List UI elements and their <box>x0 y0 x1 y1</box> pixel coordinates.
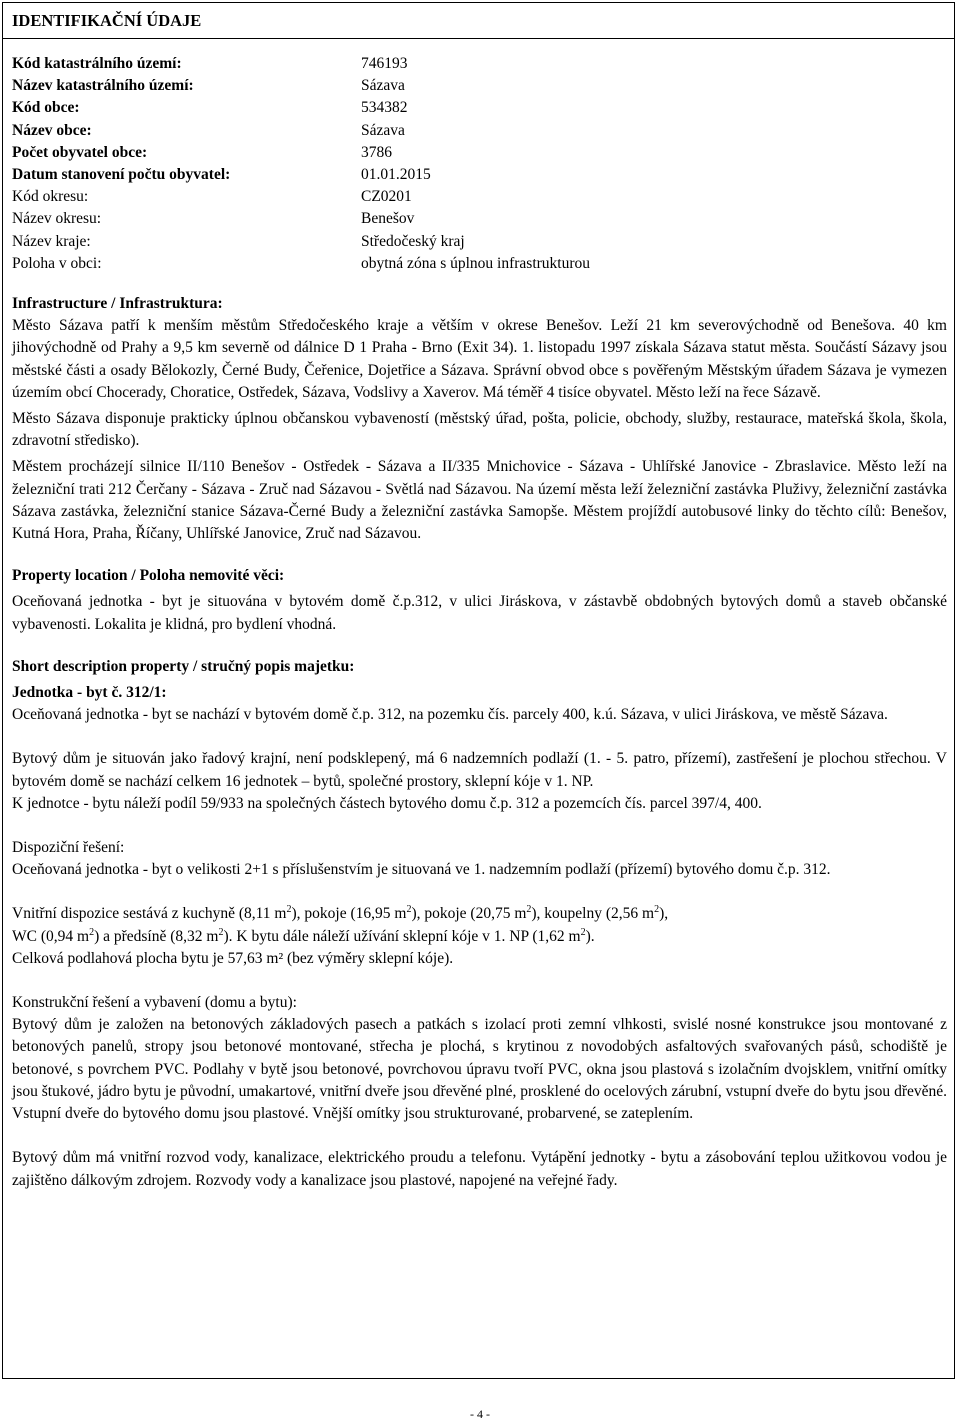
id-value: obytná zóna s úplnou infrastrukturou <box>361 254 591 272</box>
superscript: 2 <box>406 904 412 916</box>
building-paragraph: Bytový dům je situován jako řadový krajní, není podsklepený, má 6 nadzemních podlaží (1. - 5. patro, přízemí), zastřešení je plochou střechou. V bytovém domě se nachází celkem 16 jednotek – bytů, společné prostory, sklepní kóje v 1. NP. <box>12 750 947 790</box>
id-label: Datum stanovení počtu obyvatel: <box>12 165 231 183</box>
construction-heading: Konstrukční řešení a vybavení (domu a bytu): <box>12 994 297 1012</box>
superscript: 2 <box>654 904 660 916</box>
id-label: Kód obce: <box>12 99 80 117</box>
rooms-text: ). K bytu dále náleží užívání sklepní kóje v 1. NP (1,62 m <box>223 927 581 945</box>
unit-paragraph: Oceňovaná jednotka - byt se nachází v bytovém domě č.p. 312, na pozemku čís. parcely 400, k.ú. Sázava, v ulici Jiráskova, ve městě Sázava. <box>12 706 888 724</box>
construction-paragraph: Bytový dům je založen na betonových základových pasech a patkách s izolací proti zemní vlhkosti, svislé nosné konstrukce jsou montované z betonových panelů, stropy jsou betonové montované, střecha je plochá, s krytinou z novodobých asfaltových svařovaných pásů, schodiště je betonové, s povrchem PVC. Podlahy v bytě jsou betonové, povrchovou úpravu tvoří PVC, okna jsou plastová s izolačním dvojsklem, vnitřní omítky jsou štukové, jádro bytu je původní, umakartové, vnitřní dveře jsou dřevěné plné, prosklené do ocelových zárubní, vstupní dveře do bytu jsou dřevěné. Vstupní dveře do bytového domu jsou plastové. Vnější omítky jsou strukturované, probarvené, se zateplením. <box>12 1016 947 1123</box>
id-value: 01.01.2015 <box>361 165 431 183</box>
total-area-paragraph: Celková podlahová plocha bytu je 57,63 m² (bez výměry sklepní kóje). <box>12 949 454 967</box>
layout-paragraph: Oceňovaná jednotka - byt o velikosti 2+1 s příslušenstvím je situovaná ve 1. nadzemním podlaží (přízemí) bytového domu č.p. 312. <box>12 861 831 879</box>
share-paragraph: K jednotce - bytu náleží podíl 59/933 na společných částech bytového domu č.p. 312 a pozemcích čís. parcel 397/4, 400. <box>12 794 762 812</box>
short-description-heading: Short description property / stručný popis majetku: <box>12 657 355 675</box>
property-location-paragraph: Oceňovaná jednotka - byt je situována v bytovém domě č.p.312, v ulici Jiráskova, v zástavbě obdobných bytových domů a staveb občanské vybavenosti. Lokalita je klidná, pro bydlení vhodná. <box>12 593 947 633</box>
id-value: Středočeský kraj <box>361 232 465 250</box>
transport-paragraph: Městem procházejí silnice II/110 Benešov - Ostředek - Sázava a II/335 Mnichovice - Sázava - Uhlířské Janovice - Zbraslavice. Město leží na železniční trati 212 Čerčany - Sázava - Zruč nad Sázavou - Světlá nad Sázavou. Na území města leží železniční zastávka Pluživy, železniční zastávka Sázava zastávka, železniční stanice Sázava-Černé Budy a železniční zastávka Samopše. Městem projíždí autobusové linky do těchto cílů: Benešov, Kutná Hora, Praha, Říčany, Uhlířské Janovice, Zruč nad Sázavou. <box>12 458 947 543</box>
page-number: - 4 - <box>470 1407 490 1421</box>
id-label: Kód okresu: <box>12 188 89 206</box>
utilities-paragraph: Bytový dům má vnitřní rozvod vody, kanalizace, elektrického proudu a telefonu. Vytápění jednotky - bytu a zásobování teplou užitkovou vodou je zajištěno dálkovým zdrojem. Rozvody vody a kanalizace jsou plastové, napojené na veřejné řady. <box>12 1149 947 1189</box>
id-label: Název okresu: <box>12 210 102 228</box>
superscript: 2 <box>89 926 95 938</box>
amenities-paragraph: Město Sázava disponuje prakticky úplnou občanskou vybaveností (městský úřad, pošta, policie, obchody, služby, restaurace, mateřská škola, škola, zdravotní středisko). <box>12 410 947 450</box>
rooms-text: ). <box>585 927 595 945</box>
id-value: 3786 <box>361 143 392 161</box>
rooms-paragraph <box>12 903 947 947</box>
id-value: Sázava <box>361 77 405 95</box>
id-value: 534382 <box>361 99 408 117</box>
header-bar <box>3 3 954 39</box>
document-frame <box>2 2 955 1379</box>
superscript: 2 <box>218 926 224 938</box>
rooms-text: ), koupelny (2,56 m <box>531 905 655 923</box>
document-body <box>12 293 947 1192</box>
rooms-text: Vnitřní dispozice sestává z kuchyně (8,11 m <box>12 905 287 923</box>
id-label: Počet obyvatel obce: <box>12 143 148 161</box>
id-value: Sázava <box>361 121 405 139</box>
rooms-text: WC (0,94 m <box>12 927 90 945</box>
rooms-text: ), pokoje (20,75 m <box>411 905 527 923</box>
property-location-heading: Property location / Poloha nemovité věci: <box>12 567 285 585</box>
infrastructure-heading: Infrastructure / Infrastruktura: <box>12 295 223 312</box>
unit-heading: Jednotka - byt č. 312/1: <box>12 684 167 702</box>
rooms-text: ) a předsíně (8,32 m <box>94 927 219 945</box>
section-title: IDENTIFIKAČNÍ ÚDAJE <box>12 11 202 30</box>
id-value: 746193 <box>361 55 408 72</box>
id-label: Kód katastrálního území: <box>12 55 182 72</box>
id-label: Poloha v obci: <box>12 254 102 272</box>
infrastructure-paragraph: Město Sázava patří k menším městům Středočeského kraje a větším v okrese Benešov. Leží 21 km severovýchodně od Benešova. 40 km jihovýchodně od Prahy a 9,5 km severně od dálnice D 1 Praha - Brno (Exit 34). 1. listopadu 1997 získala Sázava statut města. Součástí Sázavy jsou městské části a osady Bělokozly, Černé Budy, Čeřenice, Dojetřice a Sázava. Správní obvod obce s pověřeným Městským úřadem Sázava je vymezen územím obcí Chocerady, Choratice, Ostředek, Sázava, Vodslivy a Xaverov. Má téměř 4 tisíce obyvatel. Město leží na řece Sázavě. <box>12 317 947 401</box>
superscript: 2 <box>286 904 292 916</box>
rooms-text: ), pokoje (16,95 m <box>291 905 407 923</box>
id-label: Název katastrálního území: <box>12 77 194 95</box>
id-value: CZ0201 <box>361 188 412 206</box>
id-value: Benešov <box>361 210 415 228</box>
id-label: Název obce: <box>12 121 92 139</box>
superscript: 2 <box>580 926 586 938</box>
rooms-text: ), <box>659 905 669 923</box>
layout-heading: Dispoziční řešení: <box>12 839 125 857</box>
superscript: 2 <box>526 904 532 916</box>
id-label: Název kraje: <box>12 232 91 250</box>
